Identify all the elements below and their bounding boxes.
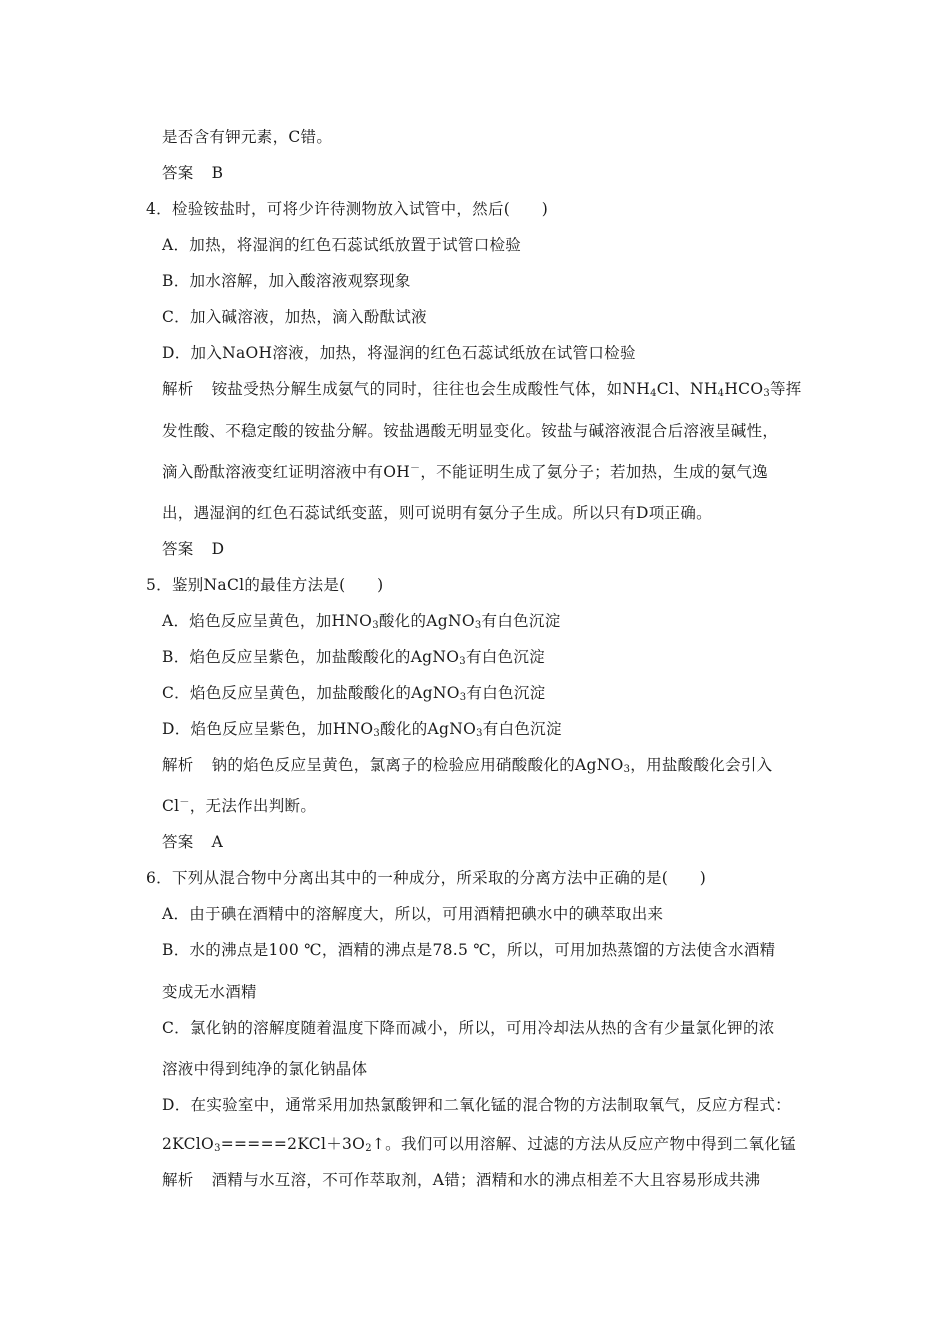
option-6d-line-2: $2KClO_3=====2KCl+3O_2↑$。我们可以用溶解、过滤的方法从反应产物中得到二氧化锰: [162, 1135, 796, 1154]
explanation-6-line-1: 解析 酒精与水互溶，不可作萃取剂，A错；酒精和水的沸点相差不大且容易形成共沸: [162, 1171, 761, 1189]
text-line: 是否含有钾元素，C错。: [162, 128, 333, 146]
option-4b: B．加水溶解，加入酸溶液观察现象: [162, 272, 411, 290]
option-5a: A．焰色反应呈黄色，加$HNO_3$酸化的AgNO$_3$有白色沉淀: [162, 612, 561, 631]
option-4c: C．加入碱溶液，加热，滴入酚酞试液: [162, 308, 427, 326]
option-4a: A．加热，将湿润的红色石蕊试纸放置于试管口检验: [162, 236, 522, 254]
explanation-5-line-2: Cl－，无法作出判断。: [162, 797, 317, 815]
question-6: 6．下列从混合物中分离出其中的一种成分，所采取的分离方法中正确的是( ): [146, 869, 707, 887]
option-5c: C．焰色反应呈黄色，加盐酸酸化的AgNO$_3$有白色沉淀: [162, 684, 546, 703]
option-6b-line-1: B．水的沸点是100 ℃，酒精的沸点是78.5 ℃，所以，可用加热蒸馏的方法使含水酒精: [162, 941, 776, 959]
option-4d: D．加入NaOH溶液，加热，将湿润的红色石蕊试纸放在试管口检验: [162, 344, 636, 362]
option-6a: A．由于碘在酒精中的溶解度大，所以，可用酒精把碘水中的碘萃取出来: [162, 905, 664, 923]
option-6b-line-2: 变成无水酒精: [162, 983, 257, 1001]
explanation-4-line-4: 出，遇湿润的红色石蕊试纸变蓝，则可说明有氨分子生成。所以只有D项正确。: [162, 504, 712, 522]
question-4: 4．检验铵盐时，可将少许待测物放入试管中，然后( ): [146, 200, 549, 218]
explanation-4-line-3: 滴入酚酞溶液变红证明溶液中有OH－，不能证明生成了氨分子；若加热，生成的氨气逸: [162, 463, 768, 481]
option-5b: B．焰色反应呈紫色，加盐酸酸化的AgNO$_3$有白色沉淀: [162, 648, 545, 667]
option-6c-line-2: 溶液中得到纯净的氯化钠晶体: [162, 1060, 368, 1078]
option-6d-line-1: D．在实验室中，通常采用加热氯酸钾和二氧化锰的混合物的方法制取氧气，反应方程式：: [162, 1096, 791, 1114]
explanation-5-line-1: 解析 钠的焰色反应呈黄色，氯离子的检验应用硝酸酸化的AgNO$_3$，用盐酸酸化会引入: [162, 756, 773, 775]
answer-line: 答案 B: [162, 164, 224, 182]
explanation-4-line-1: 解析 铵盐受热分解生成氨气的同时，往往也会生成酸性气体，如$NH_4Cl$、$NH_4HCO_3$等挥: [162, 380, 802, 399]
option-6c-line-1: C．氯化钠的溶解度随着温度下降而减小，所以，可用冷却法从热的含有少量氯化钾的浓: [162, 1019, 775, 1037]
answer-4: 答案 D: [162, 540, 225, 558]
option-5d: D．焰色反应呈紫色，加$HNO_3$酸化的AgNO$_3$有白色沉淀: [162, 720, 562, 739]
explanation-4-line-2: 发性酸、不稳定酸的铵盐分解。铵盐遇酸无明显变化。铵盐与碱溶液混合后溶液呈碱性，: [162, 422, 779, 440]
answer-5: 答案 A: [162, 833, 224, 851]
question-5: 5．鉴别NaCl的最佳方法是( ): [146, 576, 384, 594]
